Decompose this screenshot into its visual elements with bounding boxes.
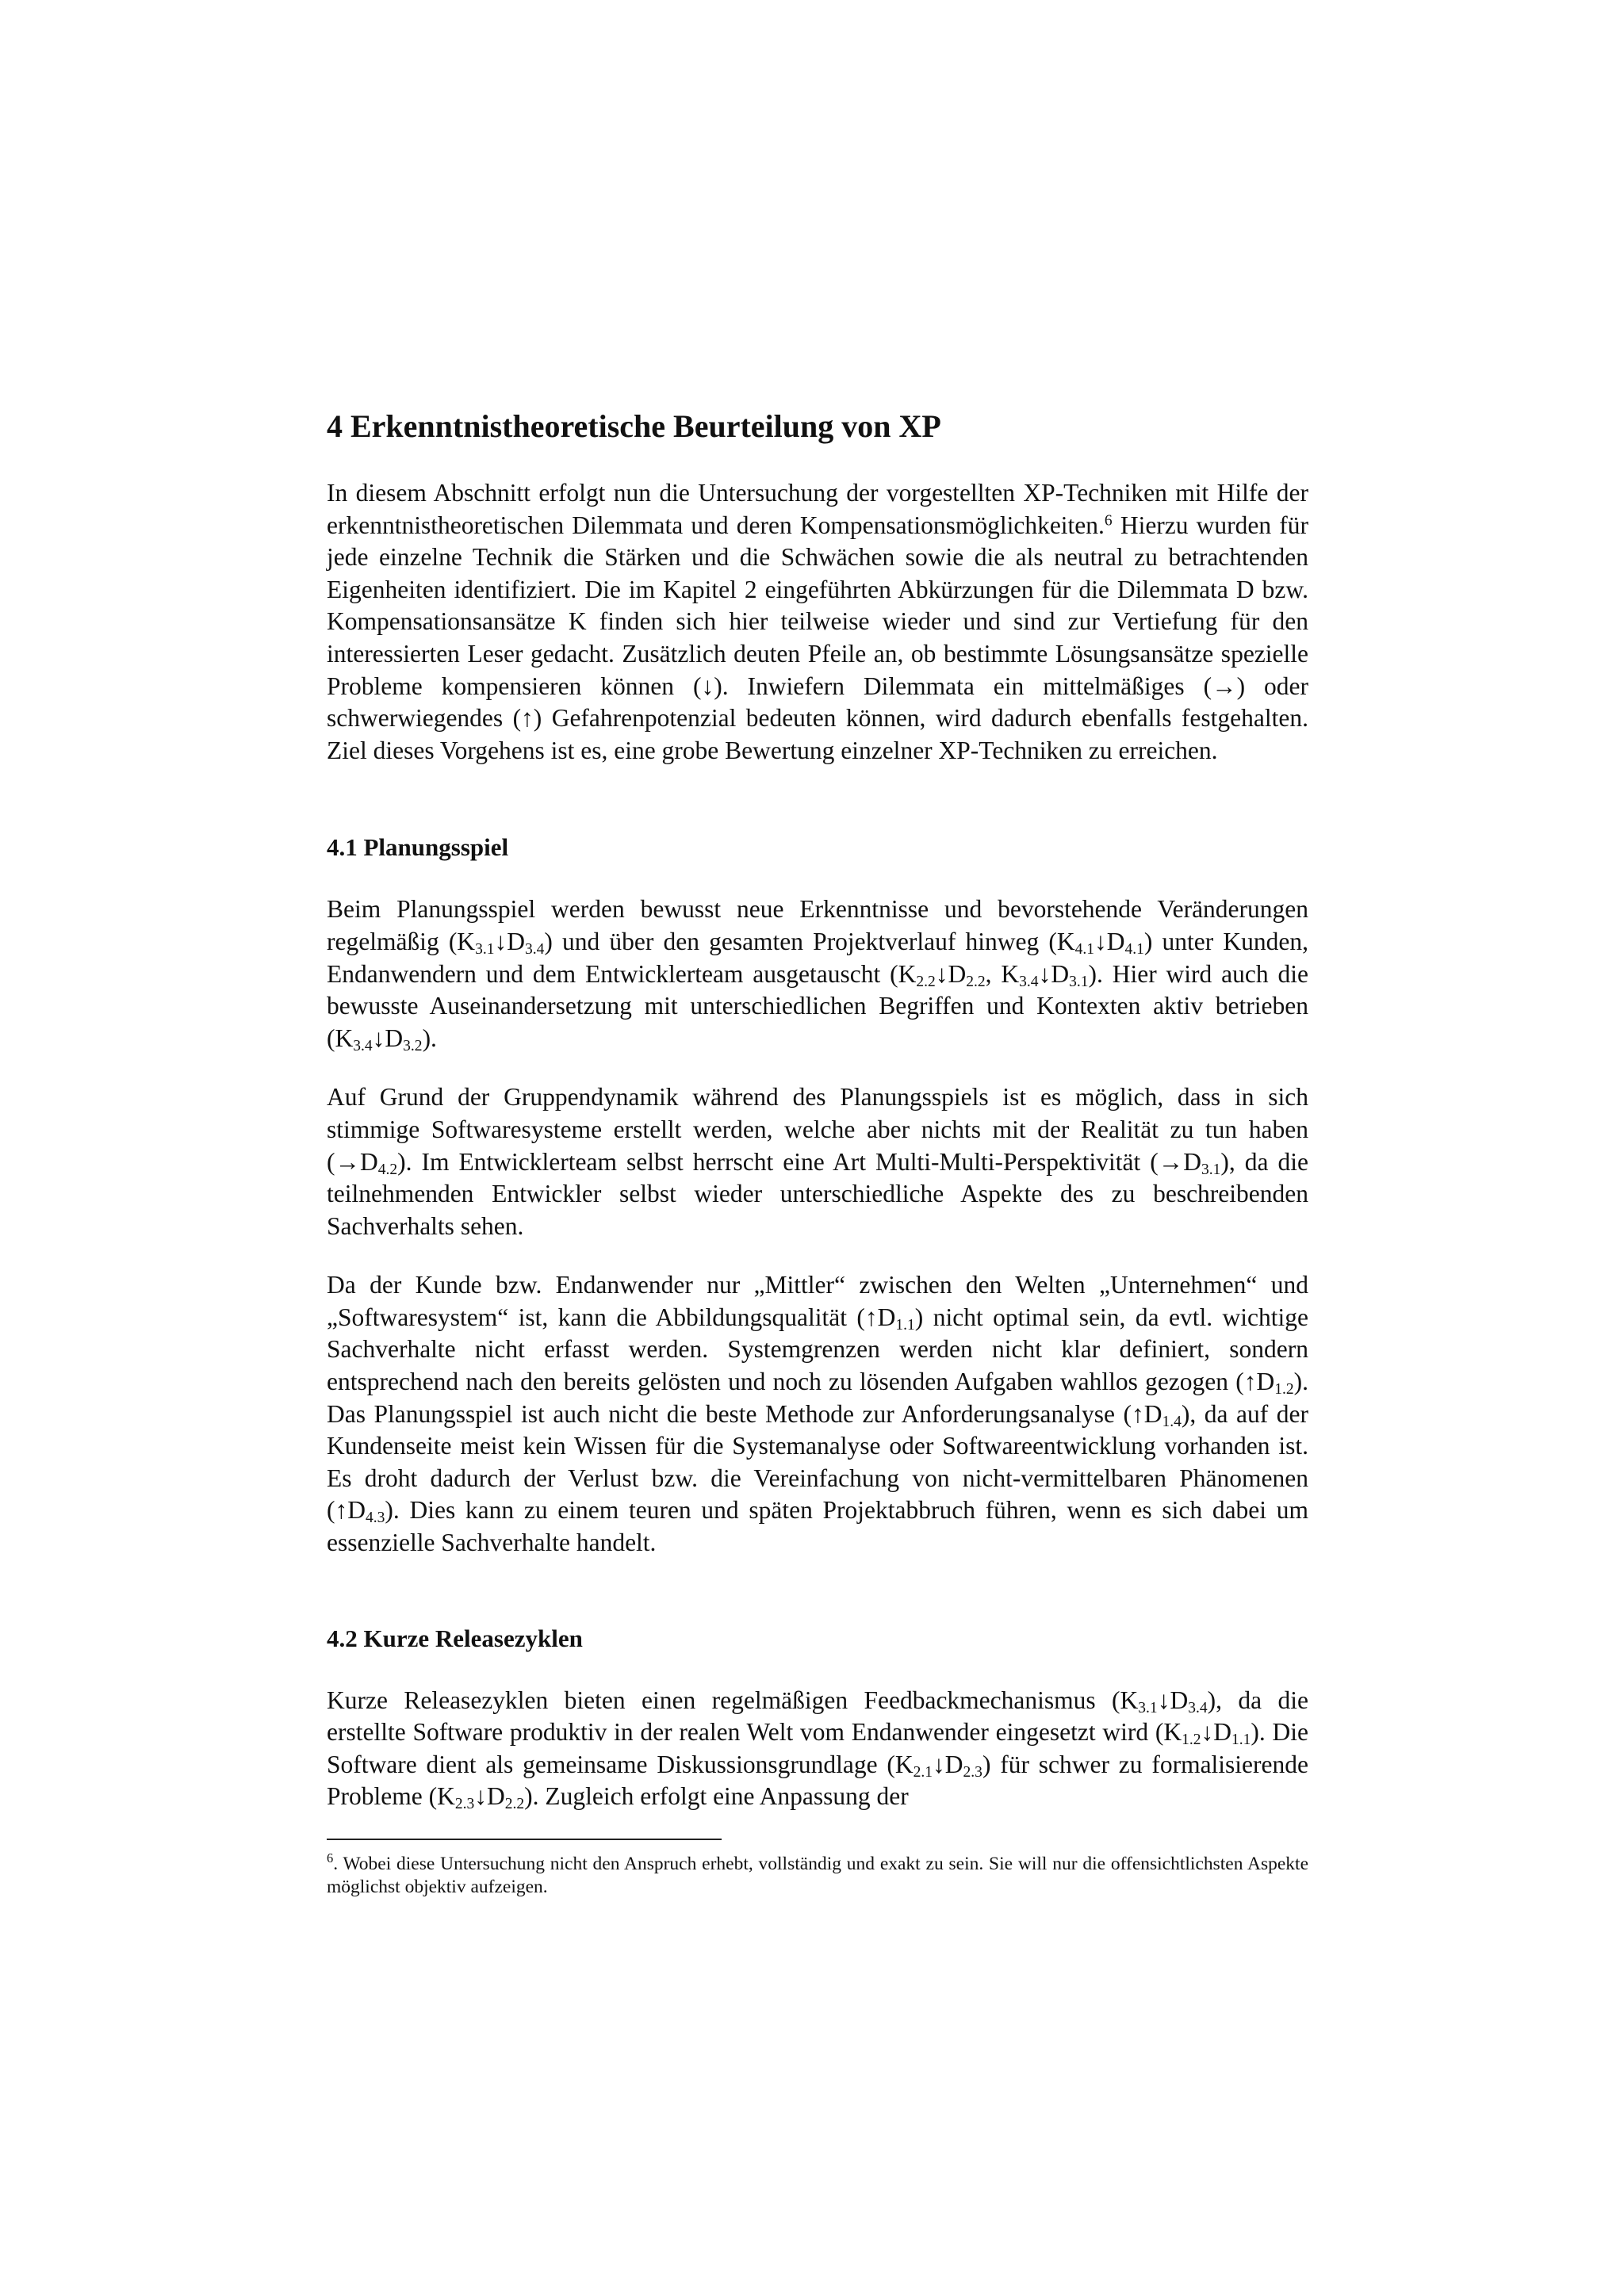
footnote-divider: [327, 1839, 722, 1840]
paragraph-planungsspiel-3: Da der Kunde bzw. Endanwender nur „Mittler“ zwischen den Welten „Unternehmen“ und „Softwaresystem“ ist, kann die Abbildungsqualität $(↑D_{1.1})$ nicht optimal sein, da evtl. wichtige Sachverhalte nicht erfasst werden. Systemgrenzen werden nicht klar definiert, sondern entsprechend nach den bereits gelösten und noch zu lösenden Aufgaben wahllos gezogen $(↑D_{1.2})$. Das Planungsspiel ist auch nicht die beste Methode zur Anforderungsanalyse $(↑D_{1.4})$, da auf der Kundenseite meist kein Wissen für die Systemanalyse oder Softwareentwicklung vorhanden ist. Es droht dadurch der Verlust bzw. die Vereinfachung von nicht-vermittelbaren Phänomenen $(↑D_{4.3})$. Dies kann zu einem teuren und späten Projektabbruch führen, wenn es sich dabei um essenzielle Sachverhalte handelt.: [327, 1271, 1308, 1557]
chapter-intro-paragraph: In diesem Abschnitt erfolgt nun die Untersuchung der vorgestellten XP-Techniken mit Hilfe der erkenntnistheoretischen Dilemmata und deren Kompensationsmöglichkeiten.$^6$ Hierzu wurden für jede einzelne Technik die Stärken und die Schwächen sowie die als neutral zu betrachtenden Eigenheiten identifiziert. Die im Kapitel 2 eingeführten Abkürzungen für die Dilemmata D bzw. Kompensationsansätze K finden sich hier teilweise wieder und sind zur Vertiefung für den interessierten Leser gedacht. Zusätzlich deuten Pfeile an, ob bestimmte Lösungsansätze spezielle Probleme kompensieren können (↓). Inwiefern Dilemmata ein mittelmäßiges (→) oder schwerwiegendes (↑) Gefahrenpotenzial bedeuten können, wird dadurch ebenfalls festgehalten. Ziel dieses Vorgehens ist es, eine grobe Bewertung einzelner XP-Techniken zu erreichen.: [327, 479, 1309, 764]
page-content: [327, 406, 1308, 1899]
section-title-planungsspiel: 4.1 Planungsspiel: [327, 833, 509, 862]
chapter-title: 4 Erkenntnistheoretische Beurteilung von XP: [327, 408, 941, 444]
paragraph-planungsspiel-2: Auf Grund der Gruppendynamik während des Planungsspiels ist es möglich, dass in sich stimmige Softwaresysteme erstellt werden, welche aber nichts mit der Realität zu tun haben $(\to D_{4.2})$. Im Entwicklerteam selbst herrscht eine Art Multi-Multi-Perspektivität $(\to D_{3.1})$, da die teilnehmenden Entwickler selbst wieder unterschiedliche Aspekte des zu beschreibenden Sachverhalts sehen.: [327, 1083, 1308, 1240]
footnote-6: $^6$. Wobei diese Untersuchung nicht den Anspruch erhebt, vollständig und exakt zu sein. Sie will nur die offensichtlichsten Aspekte möglichst objektiv aufzeigen.: [327, 1850, 1308, 1897]
section-title-kurze-releasezyklen: 4.2 Kurze Releasezyklen: [327, 1624, 583, 1652]
paragraph-planungsspiel-1: Beim Planungsspiel werden bewusst neue Erkenntnisse und bevorstehende Veränderungen regelmäßig $(K_{3.1}↓D_{3.4})$ und über den gesamten Projektverlauf hinweg $(K_{4.1}↓D_{4.1})$ unter Kunden, Endanwendern und dem Entwicklerteam ausgetauscht ($K_{2.2}↓D_{2.2}$, $K_{3.4}↓D_{3.1}$). Hier wird auch die bewusste Auseinandersetzung mit unterschiedlichen Begriffen und Kontexten aktiv betrieben $(K_{3.4}↓D_{3.2})$.: [327, 895, 1308, 1054]
paragraph-releasezyklen-1: Kurze Releasezyklen bieten einen regelmäßigen Feedbackmechanismus $(K_{3.1}↓D_{3.4})$, da die erstellte Software produktiv in der realen Welt vom Endanwender eingesetzt wird $(K_{1.2}↓D_{1.1})$. Die Software dient als gemeinsame Diskussionsgrundlage $(K_{2.1}↓D_{2.3})$ für schwer zu formalisierende Probleme $(K_{2.3}↓D_{2.2})$. Zugleich erfolgt eine Anpassung der: [327, 1686, 1308, 1813]
